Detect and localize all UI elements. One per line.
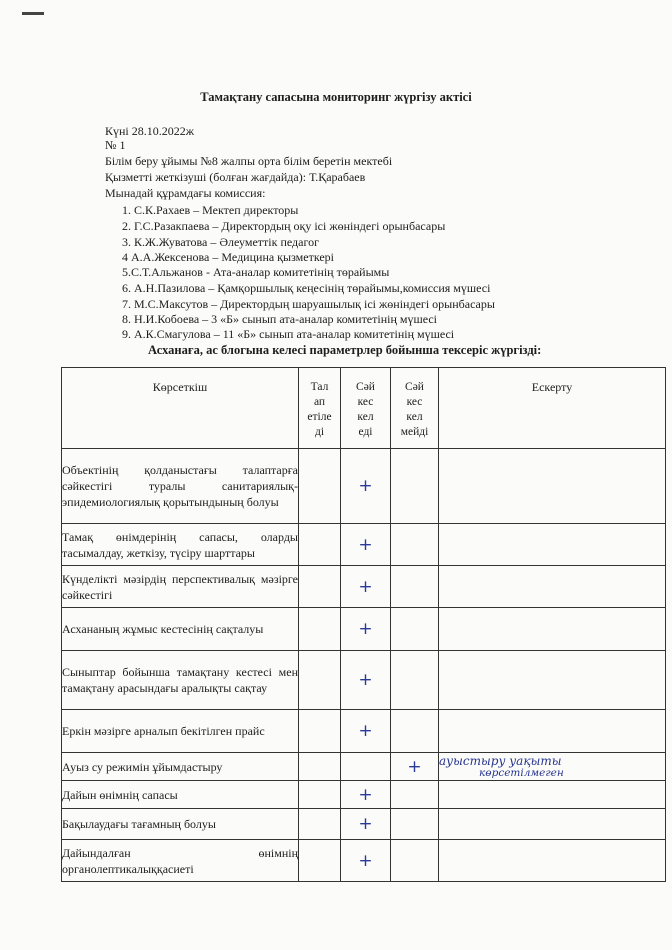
not-required-cell xyxy=(299,809,341,840)
non-compliant-mark xyxy=(391,566,439,608)
non-compliant-mark: + xyxy=(391,753,439,781)
date-line: Күні 28.10.2022ж xyxy=(105,124,195,138)
non-compliant-mark xyxy=(391,524,439,566)
indicator-cell: Еркін мәзірге арналып бекітілген прайс xyxy=(62,710,299,753)
table-row xyxy=(62,781,666,809)
not-required-cell xyxy=(299,781,341,809)
document-title: Тамақтану сапасына мониторинг жүргізу актісі xyxy=(200,90,472,104)
indicator-cell: Сыныптар бойынша тамақтану кестесі мен тамақтану арасындағы аралықты сақтау xyxy=(62,651,299,710)
scan-mark xyxy=(22,12,44,15)
note-cell xyxy=(439,651,666,710)
school-line: Білім беру ұйымы №8 жалпы орта білім беретін мектебі xyxy=(105,154,393,168)
table-row xyxy=(62,651,666,710)
non-compliant-mark xyxy=(391,651,439,710)
compliant-mark: + xyxy=(341,651,391,710)
supplier-line: Қызметті жеткізуші (болған жағдайда): Т.Қарабаев xyxy=(105,170,366,184)
not-required-cell xyxy=(299,524,341,566)
compliant-mark: + xyxy=(341,566,391,608)
non-compliant-mark xyxy=(391,781,439,809)
not-required-header: Тал ап етіле ді xyxy=(299,368,341,449)
table-row xyxy=(62,840,666,882)
handwritten-note: ауыстыру уақыты көрсетілмеген xyxy=(439,753,666,781)
not-required-cell xyxy=(299,651,341,710)
non-compliant-mark xyxy=(391,809,439,840)
note-cell xyxy=(439,710,666,753)
compliant-mark: + xyxy=(341,781,391,809)
table-row xyxy=(62,449,666,524)
compliant-mark: + xyxy=(341,524,391,566)
table-row xyxy=(62,524,666,566)
act-number: № 1 xyxy=(105,138,126,152)
note-header: Ескерту xyxy=(439,368,666,449)
indicator-cell: Ауыз су режимін ұйымдастыру xyxy=(62,753,299,781)
compliant-mark: + xyxy=(341,608,391,651)
not-required-cell xyxy=(299,608,341,651)
commission-member: 4 А.А.Жексенова – Медицина қызметкері xyxy=(122,250,335,264)
note-cell xyxy=(439,840,666,882)
note-cell xyxy=(439,449,666,524)
non-compliant-header: Сәй кес кел мейді xyxy=(391,368,439,449)
indicator-cell: Дайын өнімнің сапасы xyxy=(62,781,299,809)
note-cell xyxy=(439,608,666,651)
not-required-cell xyxy=(299,753,341,781)
non-compliant-mark xyxy=(391,449,439,524)
compliant-mark: + xyxy=(341,449,391,524)
commission-member: 3. К.Ж.Жуватова – Әлеуметтік педагог xyxy=(122,235,320,249)
table-row xyxy=(62,753,666,781)
note-cell xyxy=(439,781,666,809)
indicator-header: Көрсеткіш xyxy=(62,368,299,449)
compliant-mark: + xyxy=(341,809,391,840)
table-row xyxy=(62,608,666,651)
commission-member: 1. С.К.Рахаев – Мектеп директоры xyxy=(122,203,299,217)
non-compliant-mark xyxy=(391,840,439,882)
commission-member: 6. А.Н.Пазилова – Қамқоршылық кеңесінің төрайымы,комиссия мүшесі xyxy=(122,281,491,295)
not-required-cell xyxy=(299,449,341,524)
commission-intro: Мынадай құрамдағы комиссия: xyxy=(105,186,266,200)
table-header-row xyxy=(62,368,666,449)
commission-member: 5.С.Т.Альжанов - Ата-аналар комитетінің төрайымы xyxy=(122,265,390,279)
indicator-cell: Объектінің қолданыстағы талаптарға сәйкестігі туралы санитариялық-эпидемиологиялық қорытындының болуы xyxy=(62,449,299,524)
indicator-cell: Бақылаудағы тағамның болуы xyxy=(62,809,299,840)
monitoring-table xyxy=(61,367,666,882)
non-compliant-mark xyxy=(391,710,439,753)
not-required-cell xyxy=(299,710,341,753)
compliant-header: Сәй кес кел еді xyxy=(341,368,391,449)
indicator-cell: Дайындалған өнімнің органолептикалыққасиеті xyxy=(62,840,299,882)
indicator-cell: Тамақ өнімдерінің сапасы, оларды тасымалдау, жеткізу, түсіру шарттары xyxy=(62,524,299,566)
commission-member: 7. М.С.Максутов – Директордың шаруашылық ісі жөніндегі орынбасары xyxy=(122,297,495,311)
compliant-mark: + xyxy=(341,710,391,753)
table-row xyxy=(62,566,666,608)
indicator-cell: Күнделікті мәзірдің перспективалық мәзірге сәйкестігі xyxy=(62,566,299,608)
not-required-cell xyxy=(299,840,341,882)
not-required-cell xyxy=(299,566,341,608)
table-row xyxy=(62,809,666,840)
non-compliant-mark xyxy=(391,608,439,651)
commission-member: 8. Н.И.Кобоева – 3 «Б» сынып ата-аналар комитетінің мүшесі xyxy=(122,312,438,326)
check-heading: Асханаға, ас блогына келесі параметрлер бойынша тексеріс жүргізді: xyxy=(148,343,542,357)
commission-member: 9. А.К.Смагулова – 11 «Б» сынып ата-аналар комитетінің мүшесі xyxy=(122,327,455,341)
compliant-mark xyxy=(341,753,391,781)
note-cell xyxy=(439,566,666,608)
commission-member: 2. Г.С.Разакпаева – Директордың оқу ісі жөніндегі орынбасары xyxy=(122,219,446,233)
note-cell xyxy=(439,524,666,566)
table-row xyxy=(62,710,666,753)
indicator-cell: Асхананың жұмыс кестесінің сақталуы xyxy=(62,608,299,651)
note-cell xyxy=(439,809,666,840)
compliant-mark: + xyxy=(341,840,391,882)
